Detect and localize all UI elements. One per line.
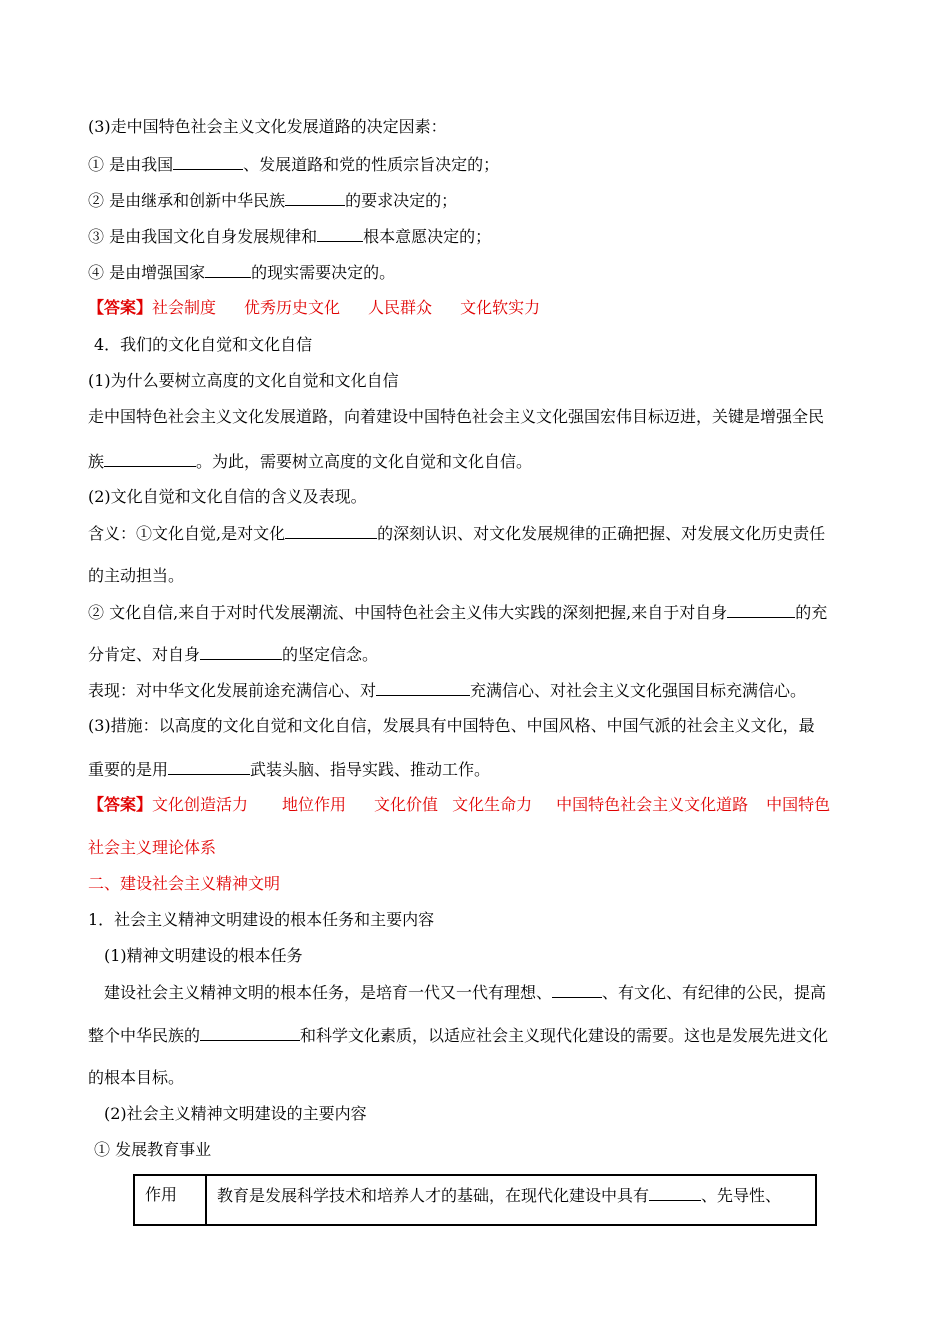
measures: (3)措施：以高度的文化自觉和文化自信，发展具有中国特色、中国风格、中国气派的社会主义文化，最 bbox=[88, 716, 815, 735]
blank[interactable] bbox=[173, 153, 243, 170]
meaning-1: 含义：①文化自觉,是对文化 的深刻认识、对文化发展规律的正确把握、对发展文化历史责任 bbox=[88, 524, 826, 543]
blank[interactable] bbox=[649, 1184, 701, 1201]
item-3: ③ 是由我国文化自身发展规律和 根本意愿决定的； bbox=[88, 227, 492, 246]
blank[interactable] bbox=[104, 450, 196, 467]
answer-2 bbox=[88, 794, 864, 816]
blank[interactable] bbox=[285, 522, 377, 539]
section-4-1-body: 走中国特色社会主义文化发展道路，向着建设中国特色社会主义文化强国宏伟目标迈进，关键是增强全民 bbox=[88, 407, 825, 426]
table-row bbox=[134, 1175, 816, 1225]
blank[interactable] bbox=[727, 601, 795, 618]
content-item-1: ① 发展教育事业 bbox=[94, 1140, 212, 1159]
blank[interactable] bbox=[205, 261, 251, 278]
section-2-1: 1．社会主义精神文明建设的根本任务和主要内容 bbox=[88, 910, 435, 929]
answer-2-cont: 社会主义理论体系 bbox=[88, 838, 217, 857]
blank[interactable] bbox=[168, 758, 250, 775]
answer-item: 文化价值 bbox=[374, 795, 439, 814]
manifestation: 表现：对中华文化发展前途充满信心、对 充满信心、对社会主义文化强国目标充满信心。 bbox=[88, 681, 807, 700]
answer-item: 地位作用 bbox=[282, 795, 347, 814]
section-2-1-2: (2)社会主义精神文明建设的主要内容 bbox=[104, 1104, 367, 1123]
answer-item: 文化生命力 bbox=[452, 795, 533, 814]
answer-item: 人民群众 bbox=[368, 298, 433, 317]
blank[interactable] bbox=[200, 643, 282, 660]
answer-item: 中国特色社会主义文化道路 bbox=[556, 795, 749, 814]
item-2: ② 是由继承和创新中华民族 的要求决定的； bbox=[88, 191, 458, 210]
task-body-cont: 整个中华民族的 和科学文化素质，以适应社会主义现代化建设的需要。这也是发展先进文化 bbox=[88, 1026, 829, 1045]
section-4-title: 4．我们的文化自觉和文化自信 bbox=[94, 335, 313, 354]
meaning-2: ② 文化自信,来自于对时代发展潮流、中国特色社会主义伟大实践的深刻把握,来自于对自身 的充 bbox=[88, 603, 828, 622]
section-2-1-1: (1)精神文明建设的根本任务 bbox=[104, 946, 303, 965]
blank[interactable] bbox=[200, 1024, 300, 1041]
answer-item: 文化软实力 bbox=[460, 298, 541, 317]
answer-label: 【答案】 bbox=[88, 298, 153, 317]
section-2-title: 二、建设社会主义精神文明 bbox=[88, 874, 281, 893]
item-1: ① 是由我国 、发展道路和党的性质宗旨决定的； bbox=[88, 155, 500, 174]
section-4-1: (1)为什么要树立高度的文化自觉和文化自信 bbox=[88, 371, 399, 390]
table-header-cell: 作用 bbox=[134, 1175, 206, 1225]
blank[interactable] bbox=[376, 679, 470, 696]
blank[interactable] bbox=[285, 189, 345, 206]
blank[interactable] bbox=[317, 225, 363, 242]
task-body: 建设社会主义精神文明的根本任务，是培育一代又一代有理想、 、有文化、有纪律的公民，提高 bbox=[104, 983, 827, 1002]
table-cell: 教育是发展科学技术和培养人才的基础，在现代化建设中具有 、先导性、 bbox=[206, 1175, 816, 1225]
meaning-2-cont: 分肯定、对自身 的坚定信念。 bbox=[88, 645, 379, 664]
answer-1 bbox=[88, 297, 864, 319]
answer-item: 社会制度 bbox=[152, 298, 217, 317]
measures-cont: 重要的是用 武装头脑、指导实践、推动工作。 bbox=[88, 760, 491, 779]
answer-label: 【答案】 bbox=[88, 795, 153, 814]
section-4-2: (2)文化自觉和文化自信的含义及表现。 bbox=[88, 487, 367, 506]
answer-item: 优秀历史文化 bbox=[244, 298, 341, 317]
item-4: ④ 是由增强国家 的现实需要决定的。 bbox=[88, 263, 396, 282]
subsection-3-title: (3)走中国特色社会主义文化发展道路的决定因素： bbox=[88, 117, 447, 136]
blank[interactable] bbox=[552, 981, 602, 998]
meaning-1-cont: 的主动担当。 bbox=[88, 566, 185, 585]
section-4-1-body-cont: 族 。为此，需要树立高度的文化自觉和文化自信。 bbox=[88, 452, 533, 471]
answer-item: 文化创造活力 bbox=[152, 795, 249, 814]
task-body-end: 的根本目标。 bbox=[88, 1068, 185, 1087]
answer-item: 中国特色 bbox=[766, 795, 831, 814]
education-table bbox=[133, 1174, 817, 1226]
